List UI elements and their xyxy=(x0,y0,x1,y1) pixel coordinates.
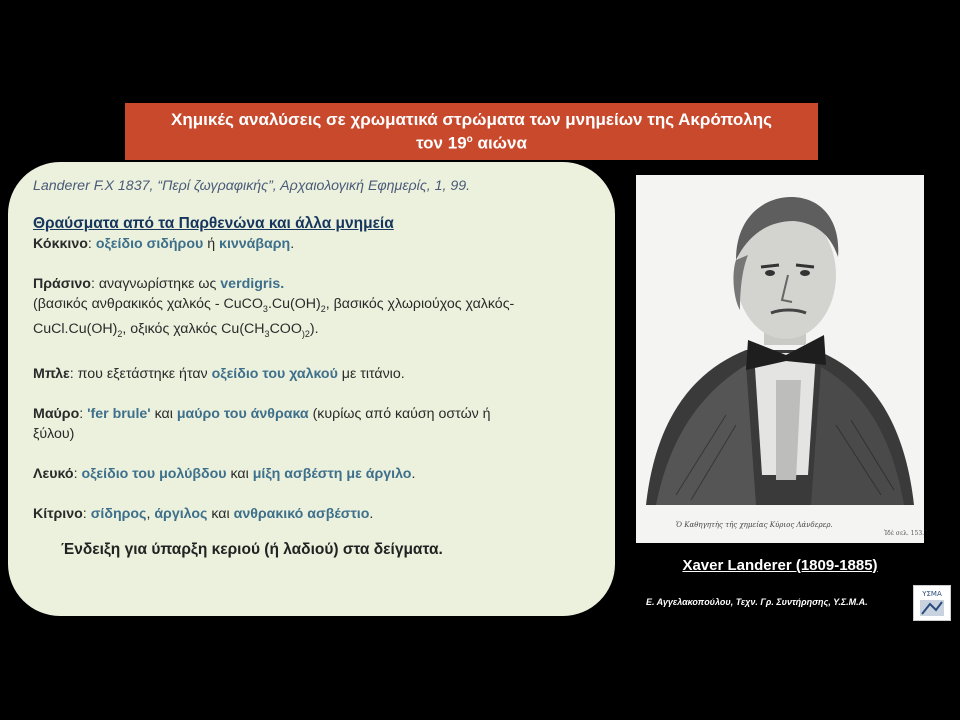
green-sub-2a: 2 xyxy=(320,303,326,314)
white-term-1: οξείδιο του μολύβδου xyxy=(81,465,227,482)
red-label: Κόκκινο xyxy=(33,236,88,252)
reference-citation: Landerer F.X 1837, “Περί ζωγραφικής”, Αρχαιολογική Εφημερίς, 1, 99. xyxy=(33,178,471,194)
green-f1a: (βασικός ανθρακικός χαλκός - CuCO xyxy=(33,296,263,312)
green-formula-line1 xyxy=(33,294,603,319)
green-sub-3: 3 xyxy=(262,303,268,314)
green-f2c: COO xyxy=(269,320,302,337)
green-entry xyxy=(33,274,603,294)
name-caption: Xaver Landerer (1809-1885) xyxy=(682,557,878,574)
author-credit: Ε. Αγγελακοπούλου, Τεχν. Γρ. Συντήρησης, Υ.Σ.Μ.Α. xyxy=(646,597,868,607)
green-term: verdigris. xyxy=(220,276,285,292)
black-colon: : xyxy=(79,405,88,422)
yellow-end: . xyxy=(369,505,374,522)
green-f2d: ). xyxy=(309,320,319,337)
yellow-and: και xyxy=(207,505,234,522)
title-line2-text: τον 19 xyxy=(416,133,467,153)
blue-label: Μπλε xyxy=(33,365,70,382)
white-colon: : xyxy=(73,465,82,482)
yellow-entry xyxy=(33,504,603,524)
content-body xyxy=(33,176,603,560)
yellow-term-1: σίδηρος xyxy=(90,505,147,522)
black-entry xyxy=(33,404,603,424)
slide-title-line1: Χημικές αναλύσεις σε χρωματικά στρώματα των μνημείων της Ακρόπολης xyxy=(171,109,772,129)
portrait-caption: Ὁ Καθηγητὴς τῆς χημείας Κύριος Λάνδερερ. xyxy=(676,521,833,529)
red-end: . xyxy=(290,236,295,252)
portrait-mark: Ἰδὲ σελ. 153. xyxy=(884,530,924,537)
portrait-illustration xyxy=(636,175,924,543)
red-entry: Κόκκινο: οξείδιο σιδήρου ή κιννάβαρη. xyxy=(33,236,295,252)
red-term-1: οξείδιο σιδήρου xyxy=(95,236,204,252)
green-sub-3b: 3 xyxy=(264,328,270,339)
logo-text: ΥΣΜΑ xyxy=(922,590,942,598)
yellow-label: Κίτρινο xyxy=(33,505,83,522)
green-f2a: CuCl.Cu(OH) xyxy=(33,320,118,337)
white-entry xyxy=(33,464,603,484)
yellow-colon: : xyxy=(82,505,91,522)
black-term-1: 'fer brule' xyxy=(87,405,151,422)
yellow-term-3: ανθρακικό ασβέστιο xyxy=(233,505,370,522)
green-sub-2b: 2 xyxy=(117,328,123,339)
black-end: (κυρίως από καύση οστών ή xyxy=(308,405,491,422)
green-formula-line2 xyxy=(33,319,603,344)
slide-title-line2 xyxy=(125,130,818,154)
white-term-2: μίξη ασβέστη με άργιλο xyxy=(252,465,412,482)
blue-end: με τιτάνιο. xyxy=(337,365,405,382)
yellow-term-2: άργιλος xyxy=(154,505,208,522)
black-entry-line2: ξύλου) xyxy=(33,425,75,442)
green-sub-2c: )2 xyxy=(301,328,310,339)
black-label: Μαύρο xyxy=(33,405,80,422)
title-superscript: ο xyxy=(466,133,473,145)
red-term-2: κιννάβαρη xyxy=(219,236,291,252)
green-f1c: , βασικός χλωριούχος χαλκός- xyxy=(325,296,515,312)
blue-text: : που εξετάστηκε ήταν xyxy=(69,365,212,382)
green-text: : αναγνωρίστηκε ως xyxy=(90,276,221,292)
conclusion-note: Ένδειξη για ύπαρξη κεριού (ή λαδιού) στα δείγματα. xyxy=(61,540,443,558)
white-and: και xyxy=(226,465,253,482)
blue-term: οξείδιο του χαλκού xyxy=(211,365,338,382)
portrait-engraving xyxy=(636,175,924,543)
yellow-comma: , xyxy=(146,505,155,522)
slide-title xyxy=(125,103,818,160)
section-heading: Θραύσματα από τα Παρθενώνα και άλλα μνημεία xyxy=(33,215,394,232)
green-f1b: .Cu(OH) xyxy=(267,296,321,312)
white-end: . xyxy=(411,465,416,482)
white-label: Λευκό xyxy=(33,465,74,482)
green-label: Πράσινο xyxy=(33,276,91,292)
black-and: και xyxy=(150,405,177,422)
red-or: ή xyxy=(203,236,220,252)
ysma-logo xyxy=(913,585,951,621)
black-term-2: μαύρο του άνθρακα xyxy=(176,405,309,422)
title-line2-end: αιώνα xyxy=(472,133,527,153)
green-f2b: , οξικός χαλκός Cu(CH xyxy=(122,320,265,337)
content-panel xyxy=(8,162,615,616)
blue-entry xyxy=(33,364,603,384)
